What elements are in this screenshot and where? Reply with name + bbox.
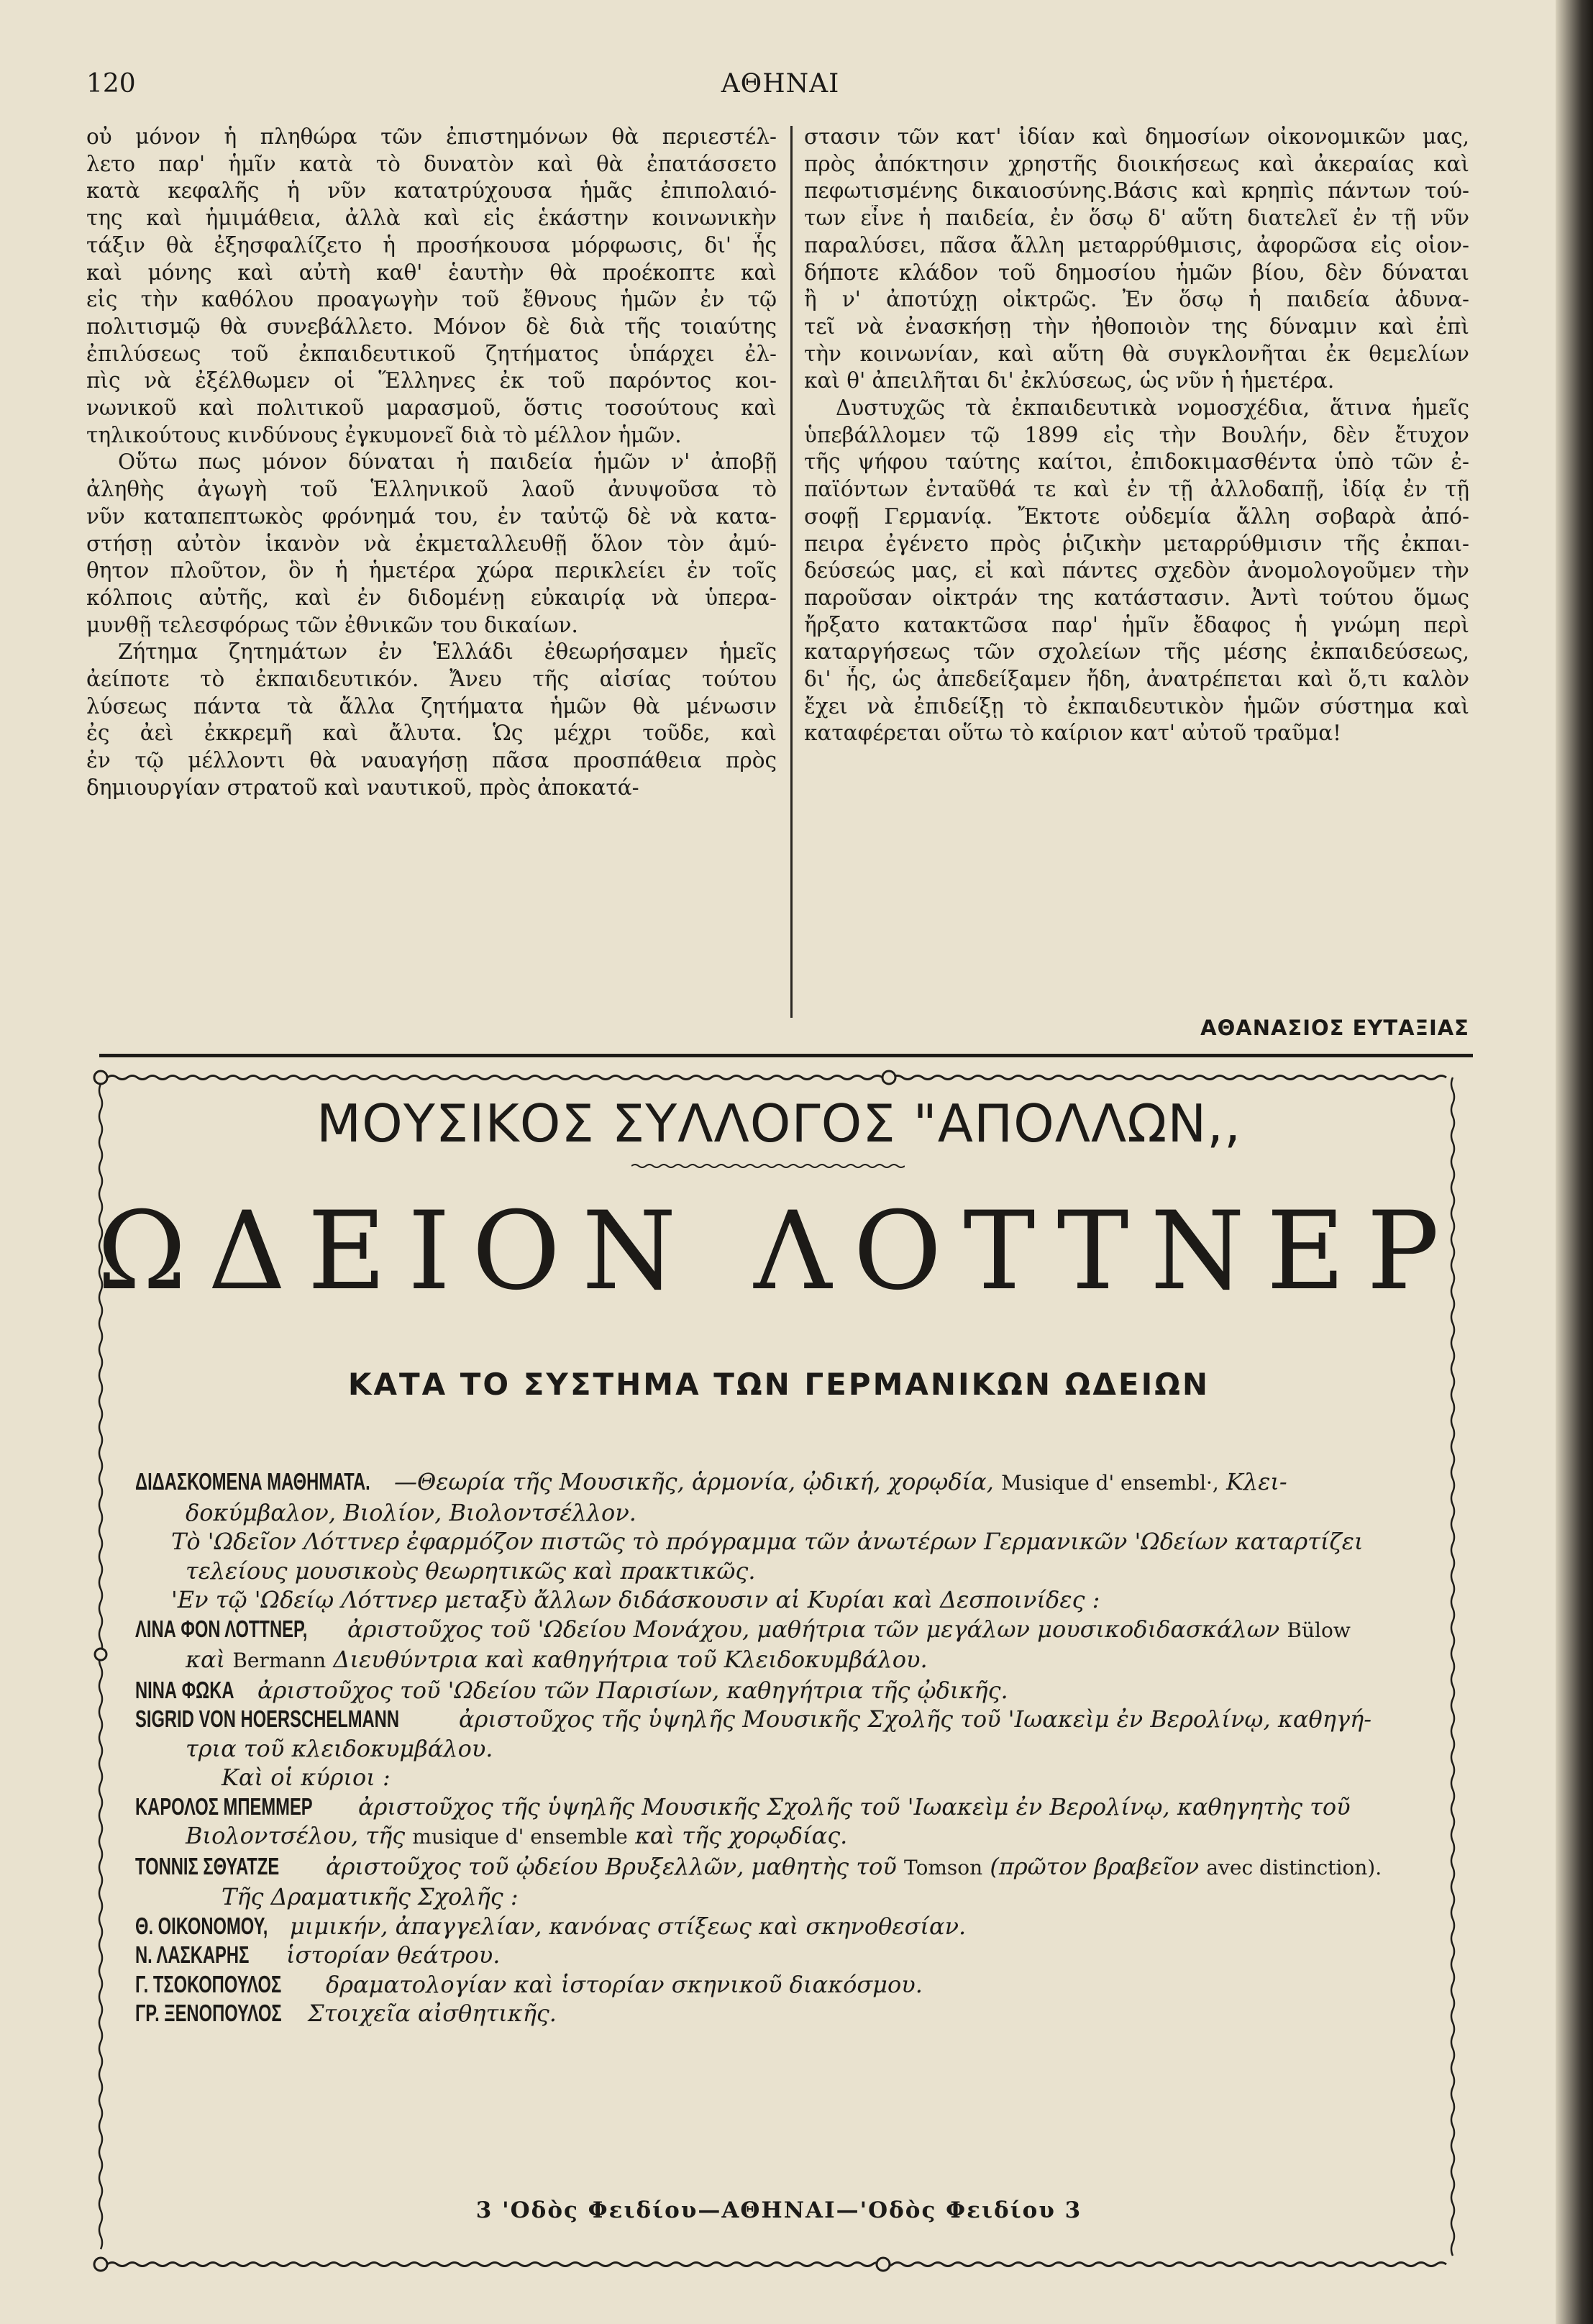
page-number: 120 — [86, 69, 136, 99]
conservatory-subtitle: ΚΑΤΑ ΤΟ ΣΥΣΤΗΜΑ ΤΩΝ ΓΕΡΜΑΝΙΚΩΝ ΩΔΕΙΩΝ — [347, 1367, 1210, 1402]
article-line: καταργήσεως τῶν σχολείων τῆς μέσης ἐκπαιδεύσεως, — [804, 639, 1469, 665]
article-line: πρὸς ἀπόκτησιν χρηστῆς διοικήσεως καὶ ἀκεραίας καὶ — [804, 151, 1469, 176]
teacher-entry: ΤΟΝΝΙΣ ΣΘΥΑΤΖΕ ἀριστοῦχος τοῦ ᾠδείου Βρυξελλῶν, μαθητὴς τοῦ Tomson (πρῶτον βραβεῖον avec distinction). — [135, 1852, 1382, 1880]
article-line: πεφωτισμένης δικαιοσύνης.Βάσις καὶ κρηπὶς πάντων τού- — [804, 178, 1469, 204]
teacher-name: ΚΑΡΟΛΟΣ ΜΠΕΜΜΕΡ — [135, 1792, 313, 1820]
corner-rosette-icon — [94, 1071, 107, 1084]
lessons-line: ΔΙΔΑΣΚΟΜΕΝΑ ΜΑΘΗΜΑΤΑ. —Θεωρία τῆς Μουσικῆς, ἁρμονία, ᾠδική, χορῳδία, Musique d' ensembl·, Κλει- — [135, 1468, 1287, 1495]
article-author: ΑΘΑΝΑΣΙΟΣ ΕΥΤΑΞΙΑΣ — [1200, 1016, 1469, 1040]
top-rosette-icon — [882, 1071, 895, 1084]
teacher-entry: ΓΡ. ΞΕΝΟΠΟΥΛΟΣ Στοιχεῖα αἰσθητικῆς. — [135, 2000, 557, 2027]
teacher-name: ΝΙΝΑ ΦΩΚΑ — [135, 1676, 234, 1703]
article-line: μυνθῇ τελεσφόρως τῶν ἐθνικῶν του δικαίων. — [86, 612, 578, 637]
article-line: καὶ θ' ἀπειλῆται δι' ἐκλύσεως, ὡς νῦν ἡ ἡμετέρα. — [804, 368, 1335, 393]
side-rosette-icon — [95, 1649, 106, 1660]
society-title: ΜΟΥΣΙΚΟΣ ΣΥΛΛΟΓΟΣ "ΑΠΟΛΛΩΝ,, — [316, 1093, 1241, 1154]
article-line: πὶς νὰ ἐξέλθωμεν οἱ Ἕλληνες ἐκ τοῦ παρόντος κοι- — [86, 368, 777, 393]
article-line: καὶ μόνης καὶ αὐτὴ καθ' ἑαυτὴν θὰ προέκοπτε καὶ — [86, 260, 777, 285]
article-line: τῆς ψήφου ταύτης καίτοι, ἐπιδοκιμασθέντα ὑπὸ τῶν ἐ- — [804, 450, 1469, 475]
article-line: στήσῃ αὐτὸν ἱκανὸν νὰ ἐκμεταλλευθῇ ὅλον τὸν ἀμύ- — [86, 531, 777, 556]
teacher-name: Θ. ΟΙΚΟΝΟΜΟΥ, — [135, 1912, 268, 1939]
conservatory-address: 3 'Οδὸς Φειδίου—ΑΘΗΝΑΙ—'Οδὸς Φειδίου 3 — [475, 2197, 1082, 2223]
article-line: παραλύσει, πᾶσα ἄλλη μεταρρύθμισις, ἀφορῶσα εἰς οἱον- — [804, 232, 1469, 258]
article-line: Οὕτω πως μόνον δύναται ἡ παιδεία ἡμῶν ν' ἀποβῇ — [118, 450, 777, 475]
article-line: νῦν καταπεπτωκὸς φρόνημά του, ἐν ταὐτῷ δὲ νὰ κατα- — [86, 503, 777, 529]
article-line: δημιουργίαν στρατοῦ καὶ ναυτικοῦ, πρὸς ἀποκατά- — [86, 775, 639, 800]
article-line: ἐν τῷ μέλλοντι θὰ ναυαγήσῃ πᾶσα προσπάθεια πρὸς — [86, 748, 777, 773]
teacher-entry: SIGRID VON HOERSCHELMANN ἀριστοῦχος τῆς ὑψηλῆς Μουσικῆς Σχολῆς τοῦ 'Ιωακεὶμ ἐν Βερολίνῳ, καθηγή- — [135, 1705, 1371, 1733]
teacher-entry: Θ. ΟΙΚΟΝΟΜΟΥ, μιμικήν, ἀπαγγελίαν, κανόνας στίξεως καὶ σκηνοθεσίαν. — [135, 1912, 967, 1940]
article-line: λετο παρ' ἡμῖν κατὰ τὸ δυνατὸν καὶ θὰ ἐπατάσσετο — [86, 151, 777, 176]
program-text: Τὸ 'Ωδεῖον Λόττνερ ἐφαρμόζον πιστῶς τὸ πρόγραμμα τῶν ἀνωτέρων Γερμανικῶν 'Ωδείων καταρτίζει — [171, 1528, 1364, 1555]
article-line: δεύσεώς μας, εἰ καὶ πάντες σχεδὸν ἀνομολογοῦμεν τὴν — [804, 558, 1469, 583]
teacher-entry-continued: καὶ Bermann Διευθύντρια καὶ καθηγήτρια τοῦ Κλειδοκυμβάλου. — [186, 1646, 928, 1673]
article-line: των εἶνε ἡ παιδεία, ἐν ὅσῳ δ' αὕτη διατελεῖ ἐν τῇ νῦν — [804, 206, 1469, 231]
teacher-entry: Γ. ΤΣΟΚΟΠΟΥΛΟΣ δραματολογίαν καὶ ἱστορίαν σκηνικοῦ διακόσμου. — [135, 1970, 923, 1998]
article-line: Ζήτημα ζητημάτων ἐν Ἑλλάδι ἐθεωρήσαμεν ἡμεῖς — [118, 639, 777, 665]
advertisement-box — [85, 1065, 1473, 2280]
article-line: ἢ ν' ἀποτύχῃ οἰκτρῶς. Ἐν ὅσῳ ἡ παιδεία ἀδυνα- — [804, 287, 1469, 312]
article-left-column — [86, 124, 777, 802]
article-line: δι' ἧς, ὡς ἀπεδείξαμεν ἤδη, ἀνατρέπεται καὶ ὅ,τι καλὸν — [804, 667, 1469, 692]
article-line: καταφέρεται οὕτω τὸ καίριον κατ' αὐτοῦ τραῦμα! — [804, 721, 1342, 746]
section-rule — [99, 1054, 1473, 1057]
lessons-label: ΔΙΔΑΣΚΟΜΕΝΑ ΜΑΘΗΜΑΤΑ. — [135, 1468, 370, 1495]
drama-intro: Τῆς Δραματικῆς Σχολῆς : — [222, 1883, 519, 1910]
article-line: κόλποις αὐτῆς, καὶ ἐν διδομένῃ εὐκαιρίᾳ νὰ ὑπερα- — [86, 585, 777, 610]
corner-rosette-icon — [94, 2258, 107, 2271]
article-line: πειρα ἐγένετο πρὸς ῥιζικὴν μεταρρύθμισιν τῆς ἐκπαι- — [804, 531, 1469, 556]
article-line: της καὶ ἡμιμάθεια, ἀλλὰ καὶ εἰς ἑκάστην κοινωνικὴν — [86, 206, 777, 231]
article-line: ἀληθὴς ἀγωγὴ τοῦ Ἑλληνικοῦ λαοῦ ἀνυψοῦσα τὸ — [86, 477, 777, 502]
teacher-name: Γ. ΤΣΟΚΟΠΟΥΛΟΣ — [135, 1970, 282, 1997]
column-divider — [790, 126, 793, 1018]
article-line: νωνικοῦ καὶ πολιτικοῦ μαρασμοῦ, ὅστις τοσούτους καὶ — [86, 396, 777, 421]
teacher-entry-continued: τρια τοῦ κλειδοκυμβάλου. — [186, 1734, 493, 1762]
article-line: ὑπεβάλλομεν τῷ 1899 εἰς τὴν Βουλήν, δὲν ἔτυχον — [804, 422, 1469, 447]
teacher-name: SIGRID VON HOERSCHELMANN — [135, 1705, 399, 1732]
teacher-name: ΓΡ. ΞΕΝΟΠΟΥΛΟΣ — [135, 2000, 282, 2026]
article-line: παϊόντων ἐνταῦθά τε καὶ ἐν τῇ ἀλλοδαπῇ, ἰδίᾳ ἐν τῇ — [804, 477, 1469, 502]
gentlemen-intro: Καὶ οἱ κύριοι : — [222, 1764, 391, 1791]
article-line: ἐπιλύσεως τοῦ ἐκπαιδευτικοῦ ζητήματος ὑπάρχει ἐλ- — [86, 341, 777, 366]
article-line: ἤρξατο κατακτῶσα παρ' ἡμῖν ἔδαφος ἡ γνώμη περὶ — [804, 612, 1469, 637]
page-edge-shadow — [1556, 0, 1593, 2324]
article-line: ἔχει νὰ ἐπιδείξῃ τὸ ἐκπαιδευτικὸν ἡμῶν σύστημα καὶ — [804, 693, 1469, 719]
teacher-entry-continued: Βιολοντσέλου, τῆς musique d' ensemble καὶ τῆς χορῳδίας. — [186, 1822, 848, 1849]
article-line: παροῦσαν οἰκτράν της κατάστασιν. Ἀντὶ τούτου ὅμως — [804, 585, 1469, 610]
teacher-name: ΛΙΝΑ ΦΟΝ ΛΟΤΤΝΕΡ, — [135, 1615, 308, 1642]
advertisement-body — [135, 1467, 1459, 2028]
article-line: σοφῇ Γερμανίᾳ. Ἔκτοτε οὐδεμία ἄλλη σοβαρὰ ἀπό- — [804, 503, 1469, 529]
article-line: τεῖ νὰ ἐνασκήσῃ τὴν ἠθοποιὸν της δύναμιν καὶ ἐπὶ — [804, 314, 1469, 339]
page-header — [86, 69, 1474, 112]
teacher-name: ΤΟΝΝΙΣ ΣΘΥΑΤΖΕ — [135, 1852, 280, 1879]
article-line: κατὰ κεφαλῆς ἡ νῦν κατατρύχουσα ἡμᾶς ἐπιπολαιό- — [86, 178, 777, 204]
article-right-column — [804, 124, 1469, 747]
article-line: εἰς τὴν καθόλου προαγωγὴν τοῦ ἔθνους ἡμῶν ἐν τῷ — [86, 287, 777, 312]
article-line: Δυστυχῶς τὰ ἐκπαιδευτικὰ νομοσχέδια, ἅτινα ἡμεῖς — [836, 396, 1469, 421]
article-line: στασιν τῶν κατ' ἰδίαν καὶ δημοσίων οἰκονομικῶν μας, — [804, 124, 1469, 149]
teacher-entry: ΚΑΡΟΛΟΣ ΜΠΕΜΜΕΡ ἀριστοῦχος τῆς ὑψηλῆς Μουσικῆς Σχολῆς τοῦ 'Ιωακεὶμ ἐν Βερολίνῳ, καθηγητὴς τοῦ — [135, 1792, 1351, 1821]
article-line: ἐς ἀεὶ ἐκκρεμῆ καὶ ἄλυτα. Ὡς μέχρι τοῦδε, καὶ — [86, 721, 777, 746]
article-line: ἀείποτε τὸ ἐκπαιδευτικόν. Ἄνευ τῆς αἰσίας τούτου — [86, 667, 777, 692]
title-underline — [631, 1162, 905, 1170]
teacher-entry: Ν. ΛΑΣΚΑΡΗΣ ἱστορίαν θεάτρου. — [135, 1941, 501, 1969]
teachers-intro: 'Εν τῷ 'Ωδείῳ Λόττνερ μεταξὺ ἄλλων διδάσκουσιν αἱ Κυρίαι καὶ Δεσποινίδες : — [171, 1586, 1100, 1613]
article-line: τηλικούτους κινδύνους ἐγκυμονεῖ διὰ τὸ μέλλον ἡμῶν. — [86, 422, 682, 447]
program-text-continued: τελείους μουσικοὺς θεωρητικῶς καὶ πρακτικῶς. — [186, 1557, 756, 1585]
article-line: θητον πλοῦτον, ὃν ἡ ἡμετέρα χώρα περικλείει ἐν τοῖς — [86, 558, 777, 583]
article-line: πολιτισμῷ θὰ συνεβάλλετο. Μόνον δὲ διὰ τῆς τοιαύτης — [86, 314, 777, 339]
teacher-entry: ΛΙΝΑ ΦΟΝ ΛΟΤΤΝΕΡ, ἀριστοῦχος τοῦ 'Ωδείου Μονάχου, μαθήτρια τῶν μεγάλων μουσικοδιδασκάλων Bülow — [135, 1615, 1351, 1643]
article-line: δήποτε κλάδον τοῦ δημοσίου ἡμῶν βίου, δὲν δύναται — [804, 260, 1469, 285]
lessons-continued: δοκύμβαλον, Βιολίον, Βιολοντσέλλον. — [186, 1498, 636, 1526]
article-line: τάξιν θὰ ἐξησφαλίζετο ἡ προσήκουσα μόρφωσις, δι' ἧς — [86, 232, 777, 258]
running-head: ΑΘΗΝΑΙ — [721, 69, 840, 99]
article-line: τὴν κοινωνίαν, καὶ αὕτη θὰ συγκλονῆται ἐκ θεμελίων — [804, 341, 1469, 366]
article-line: λύσεως πάντα τὰ ἄλλα ζητήματα ἡμῶν θὰ μένωσιν — [86, 693, 777, 719]
bottom-rosette-icon — [877, 2258, 890, 2271]
teacher-entry: ΝΙΝΑ ΦΩΚΑ ἀριστοῦχος τοῦ 'Ωδείου τῶν Παρισίων, καθηγήτρια τῆς ᾠδικῆς. — [135, 1676, 1008, 1704]
conservatory-name: ΩΔΕΙΟΝ ΛΟΤΤΝΕΡ — [96, 1189, 1461, 1314]
article-line: οὐ μόνον ἡ πληθώρα τῶν ἐπιστημόνων θὰ περιεστέλ- — [86, 124, 777, 149]
teacher-name: Ν. ΛΑΣΚΑΡΗΣ — [135, 1941, 250, 1968]
